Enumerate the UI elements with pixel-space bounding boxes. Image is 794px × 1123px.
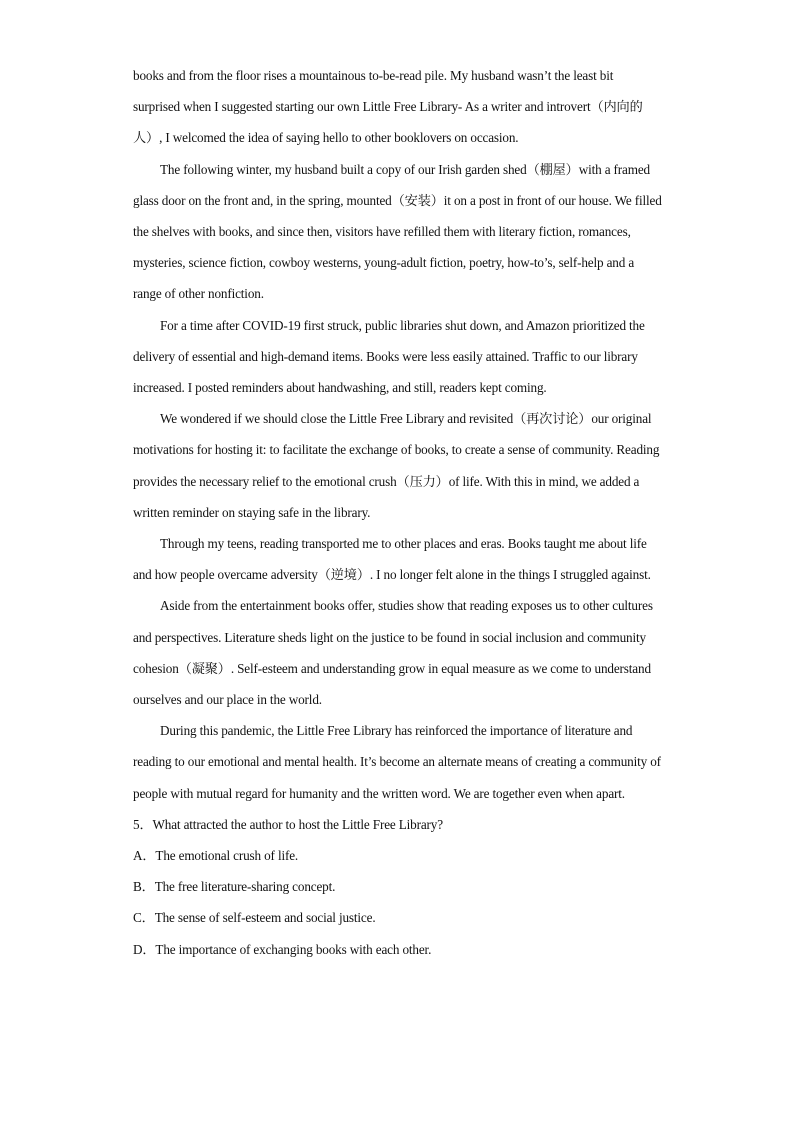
passage-paragraph: books and from the floor rises a mountainous to-be-read pile. My husband wasn’t the least bit surprised when I suggested starting our own Little Free Library- As a writer and introvert（内向的人）, I welcomed the idea of saying hello to other booklovers on occasion. (133, 68, 643, 146)
answer-option-a (133, 840, 663, 871)
reading-passage (133, 60, 663, 965)
passage-paragraph: Through my teens, reading transported me to other places and eras. Books taught me about life and how people overcame adversity（逆境）. I no longer felt alone in the things I struggled against. (133, 536, 651, 583)
option-text: The importance of exchanging books with each other. (155, 941, 432, 957)
answer-option-b (133, 871, 663, 902)
question-number: 5． (133, 816, 153, 832)
answer-option-d (133, 934, 663, 965)
answer-option-c (133, 902, 663, 933)
option-text: The sense of self-esteem and social justice. (154, 910, 376, 926)
passage-paragraph: During this pandemic, the Little Free Library has reinforced the importance of literature and reading to our emotional and mental health. It’s become an alternate means of creating a community of people with mutual regard for humanity and the written word. We are together even when apart. (133, 723, 661, 801)
question-5 (133, 809, 663, 840)
option-label: A． (133, 848, 156, 864)
passage-paragraph: For a time after COVID-19 first struck, public libraries shut down, and Amazon prioritized the delivery of essential and high-demand items. Books were less easily attained. Traffic to our library increased. I posted reminders about handwashing, and still, readers kept coming. (133, 317, 645, 396)
question-text: What attracted the author to host the Little Free Library? (152, 816, 443, 832)
passage-paragraph: We wondered if we should close the Little Free Library and revisited（再次讨论）our original motivations for hosting it: to facilitate the exchange of books, to create a sense of community. Reading provides the necessary relief to the emotional crush（压力）of life. With this in mind, we added a written reminder on staying safe in the library. (133, 411, 660, 520)
passage-paragraph: The following winter, my husband built a copy of our Irish garden shed（棚屋）with a framed glass door on the front and, in the spring, mounted（安装）it on a post in front of our house. We filled the shelves with books, and since then, visitors have refilled them with literary fiction, romances, mysteries, science fiction, cowboy westerns, young-adult fiction, poetry, how-to’s, self-help and a range of other nonfiction. (133, 161, 662, 302)
option-label: D． (133, 941, 156, 957)
option-text: The free literature-sharing concept. (154, 879, 336, 895)
passage-paragraph: Aside from the entertainment books offer, studies show that reading exposes us to other cultures and perspectives. Literature sheds light on the justice to be found in social inclusion and community cohesion（凝聚）. Self-esteem and understanding grow in equal measure as we come to understand ourselves and our place in the world. (133, 598, 653, 708)
option-label: B． (133, 879, 155, 895)
option-label: C． (133, 910, 155, 926)
option-text: The emotional crush of life. (155, 848, 299, 864)
